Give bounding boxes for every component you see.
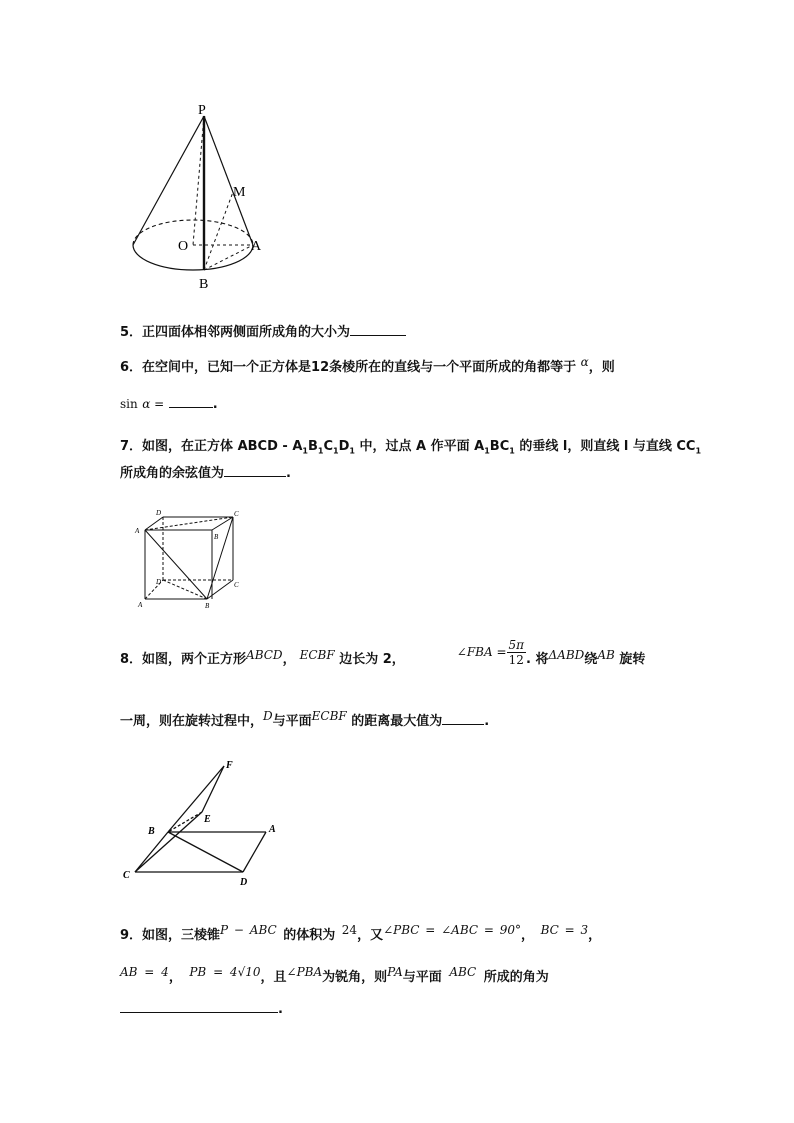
question-9-line3: .	[120, 998, 283, 1020]
fig8-label-b: B	[148, 826, 155, 837]
question-7-line1: 7．如图，在正方体 ABCD - $A_1B_1C_1D_1$ 中，过点 A 作平面 $A_1BC_1$ 的垂线 l，则直线 l 与直线 $CC_1$	[120, 439, 702, 456]
question-8-line2: 一周，则在旋转过程中，D与平面ECBF 的距离最大值为 .	[120, 709, 490, 729]
question-5: 5．正四面体相邻两侧面所成角的大小为	[120, 321, 406, 343]
cone-label-p: P	[198, 103, 206, 118]
cone-figure	[120, 100, 280, 295]
fold-squares-figure	[118, 752, 288, 892]
cube-label-d: D	[156, 578, 162, 586]
question-6-line1: 6．在空间中，已知一个正方体是12条棱所在的直线与一个平面所成的角都等于 α，则	[120, 355, 615, 375]
question-6-line2: sin α = .	[120, 393, 218, 415]
fig8-label-a: A	[269, 824, 276, 835]
cube-label-b: B	[205, 602, 210, 610]
answer-blank-9	[120, 998, 278, 1013]
cube-label-a1: A	[135, 527, 140, 535]
cube-label-c1: C	[234, 510, 239, 518]
answer-blank-8	[442, 710, 484, 725]
fig8-label-d: D	[240, 877, 248, 888]
cone-label-m: M	[233, 185, 246, 200]
question-9-line2: AB = 4， PB = 4√10，且∠PBA为锐角，则PA与平面 ABC 所成的角为	[120, 965, 549, 985]
question-9-line1: 9．如图，三棱锥P − ABC 的体积为 24，又∠PBC = ∠ABC = 90°， BC = 3，	[120, 923, 602, 943]
cube-label-a: A	[138, 601, 143, 609]
question-8-line1: 8．如图，两个正方形 ABCD ， ECBF 边长为 2， ∠FBA = $\frac{5\pi}{12}$ . 将 ΔABD 绕 AB 旋转	[120, 637, 646, 667]
cone-label-b: B	[199, 277, 209, 292]
cube-label-d1: D	[156, 509, 162, 517]
cube-label-c: C	[234, 581, 239, 589]
answer-blank-6	[169, 393, 213, 408]
fig8-label-f: F	[226, 760, 233, 771]
cone-label-o: O	[178, 239, 189, 254]
question-7-line2: 所成角的余弦值为 .	[120, 462, 291, 484]
answer-blank-7	[224, 462, 286, 477]
answer-blank-5	[350, 321, 406, 336]
fig8-label-e: E	[204, 814, 211, 825]
cone-label-a: A	[251, 239, 262, 254]
cube-figure	[134, 505, 246, 610]
fraction-5pi-12: $\frac{5\pi}{12}$	[508, 637, 525, 667]
cube-label-b1: B	[214, 533, 219, 541]
fig8-label-c: C	[123, 870, 130, 881]
